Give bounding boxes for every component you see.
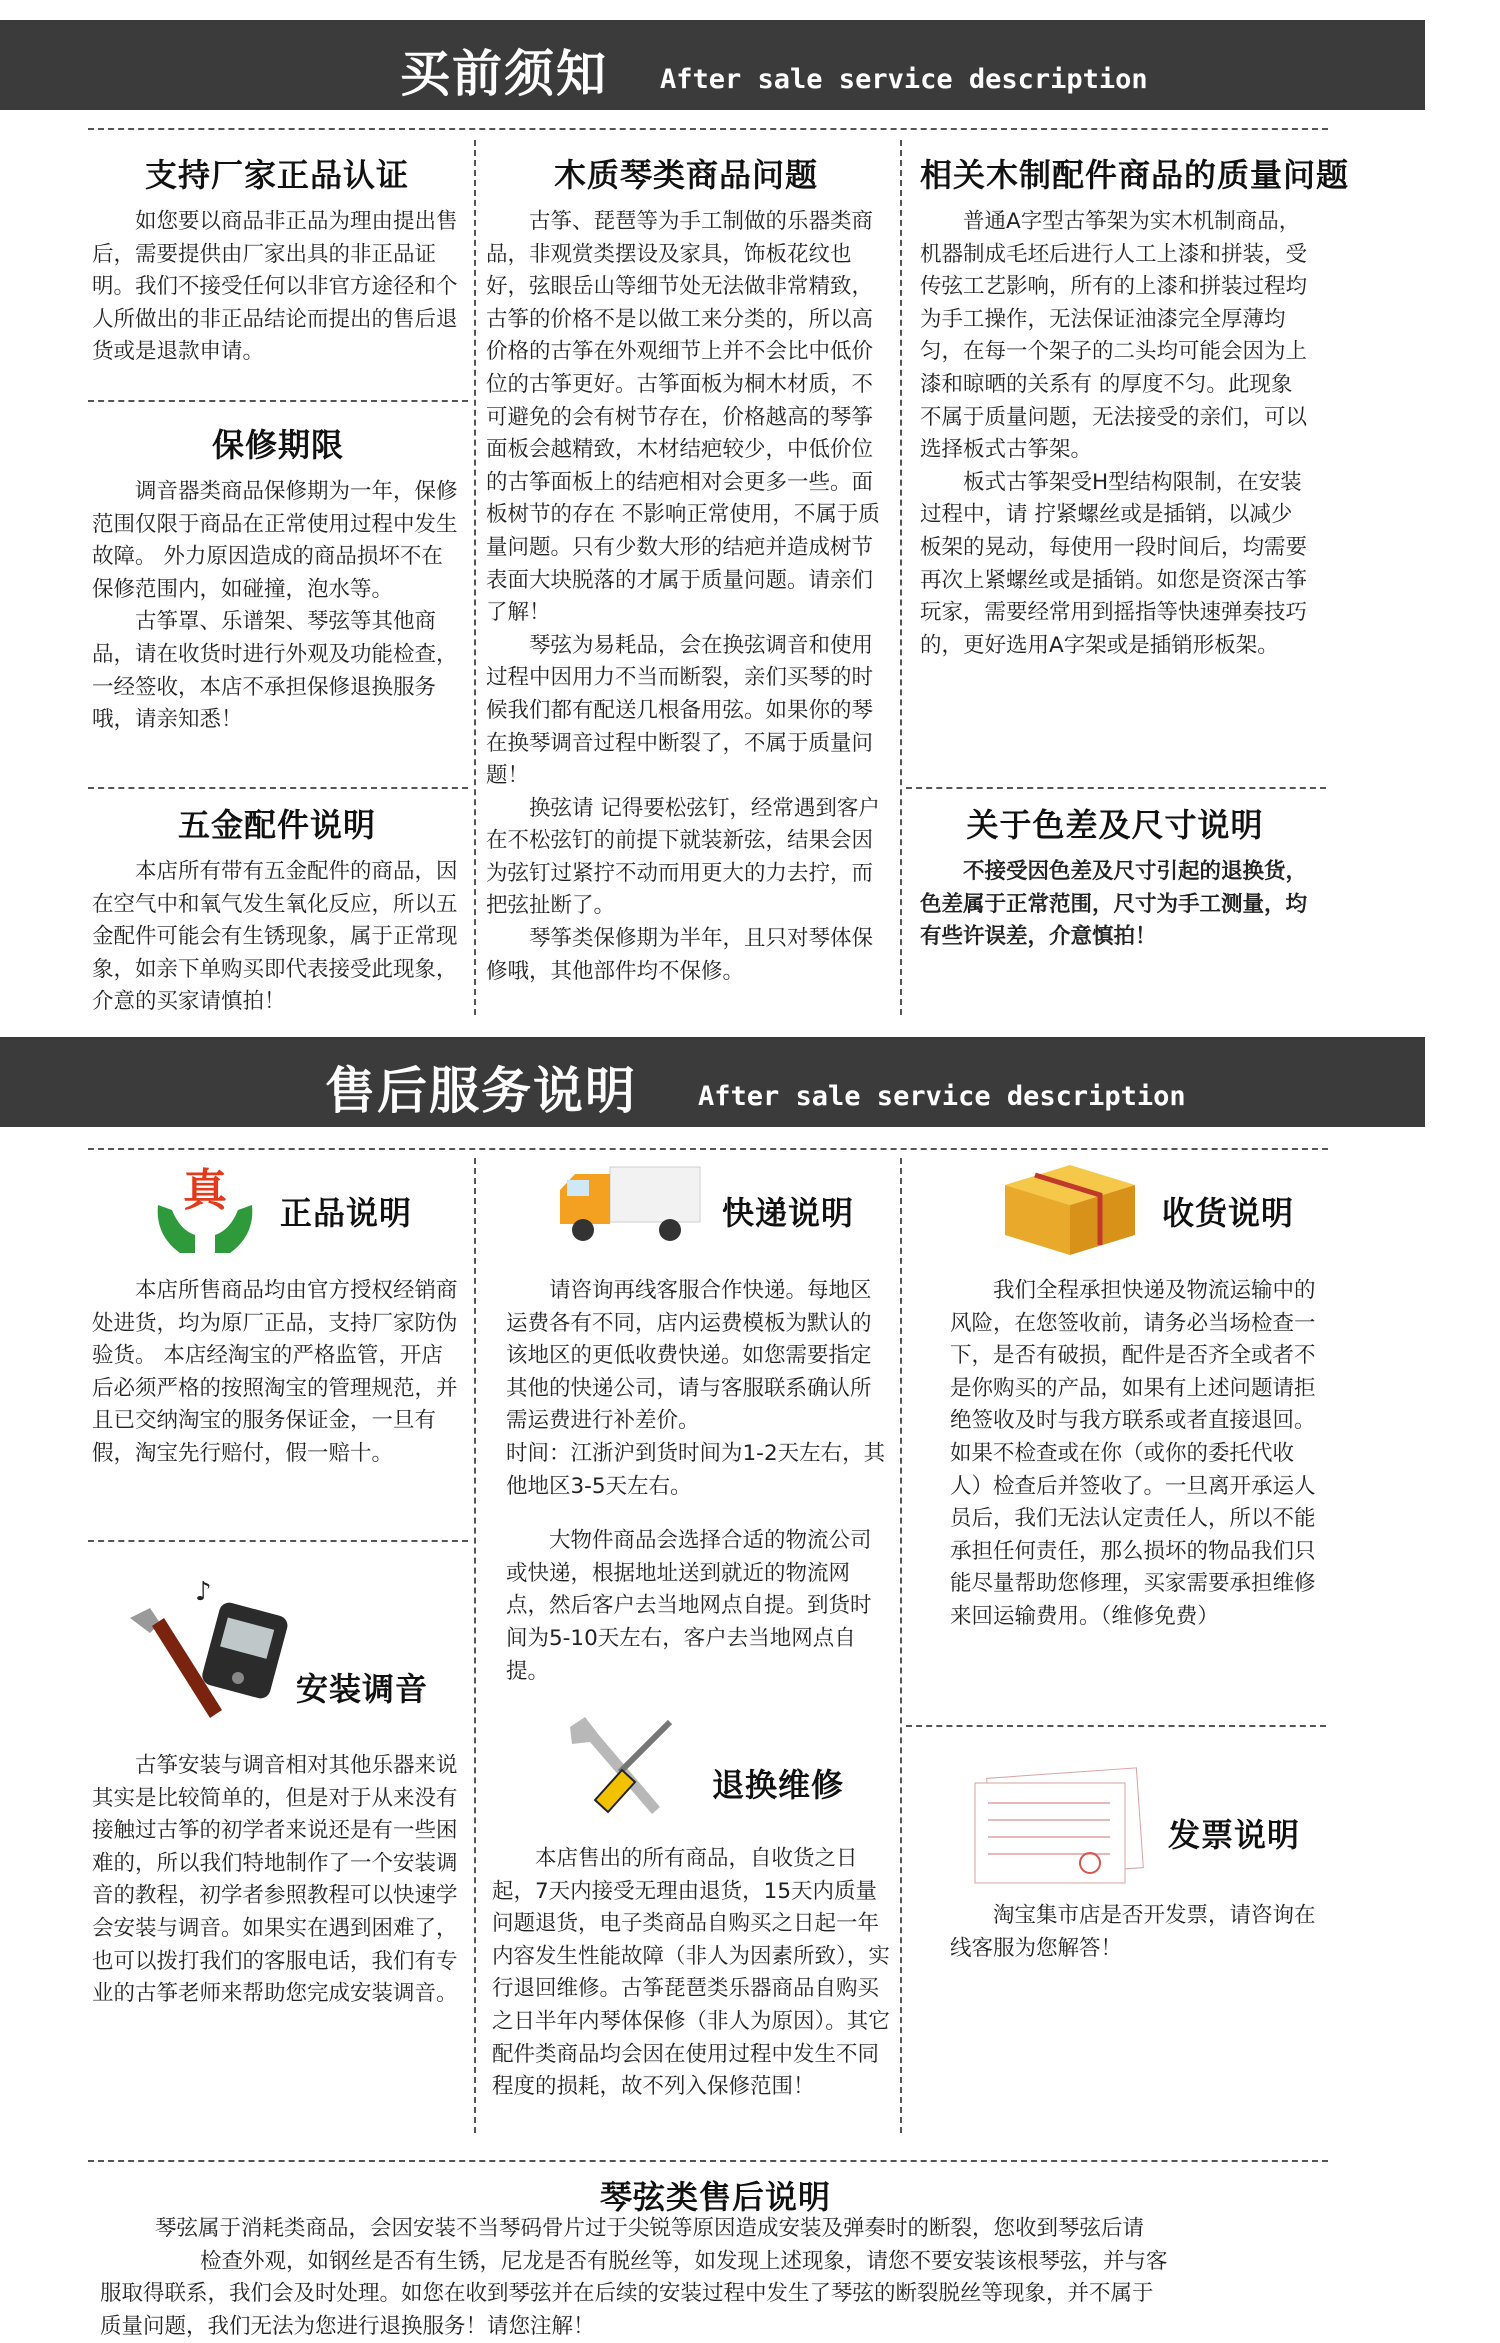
section-genuine-certification xyxy=(92,150,462,369)
section-text-install xyxy=(92,1750,462,2011)
section-text-strings xyxy=(100,2213,1400,2343)
divider xyxy=(88,1540,468,1542)
strings-line: 检查外观，如钢丝是否有生锈，尼龙是否有脱丝等，如发现上述现象，请您不要安装该根琴弦，并与客 xyxy=(200,2248,1168,2274)
divider xyxy=(474,140,476,1015)
section-text: 本店售出的所有商品，自收货之日起，7天内接受无理由退货，15天内质量问题退货，电子类商品自购买之日起一年内容发生性能故障（非人为因素所致），实行退回维修。古筝琵琶类乐器商品自购买之日半年内琴体保修（非人为原因）。其它配件类商品均会因在使用过程中发生不同程度的损耗，故不列入保修范围！ xyxy=(492,1846,890,2100)
section-title-receive: 收货说明 xyxy=(1162,1194,1295,1232)
divider xyxy=(906,1725,1326,1727)
section-text: 古筝安装与调音相对其他乐器来说其实是比较简单的，但是对于从来没有接触过古筝的初学者来说还是有一些困难的，所以我们特地制作了一个安装调音的教程，初学者参照教程可以快速学会安装与调音。如果实在遇到困难了，也可以拨打我们的客服电话，我们有专业的古筝老师来帮助您完成安装调音。 xyxy=(92,1753,458,2007)
section-text: 古筝罩、乐谱架、琴弦等其他商品，请在收货时进行外观及功能检查，一经签收，本店不承担保修退换服务哦，请亲知悉！ xyxy=(92,609,458,733)
section-text: 我们全程承担快递及物流运输中的风险，在您签收前，请务必当场检查一下，是否有破损，配件是否齐全或者不是你购买的产品，如果有上述问题请拒绝签收及时与我方联系或者直接退回。如果不检查或在你（或你的委托代收人）检查后并签收了。一旦离开承运人员后，我们无法认定责任人，所以不能承担任何责任，那么损坏的物品我们只能尽量帮助您修理，买家需要承担维修来回运输费用。（维修免费） xyxy=(950,1278,1316,1629)
section-text: 琴筝类保修期为半年，且只对琴体保修哦，其他部件均不保修。 xyxy=(486,926,874,984)
section-text: 换弦请 记得要松弦钉，经常遇到客户在不松弦钉的前提下就装新弦，结果会因为弦钉过紧拧不动而用更大的力去拧，而把弦扯断了。 xyxy=(486,795,880,919)
section-title-repair: 退换维修 xyxy=(712,1766,845,1804)
divider xyxy=(900,140,902,1015)
divider xyxy=(900,1158,902,2133)
strings-line: 琴弦属于消耗类商品，会因安装不当琴码骨片过于尖锐等原因造成安装及弹奏时的断裂，您收到琴弦后请 xyxy=(155,2216,1145,2241)
section-title-express: 快递说明 xyxy=(722,1194,855,1232)
divider xyxy=(906,787,1326,789)
banner-after-sale xyxy=(0,1037,1425,1127)
banner-pre-purchase-subtitle: After sale service description xyxy=(660,64,1148,95)
section-text: 古筝、琵琶等为手工制做的乐器类商品，非观赏类摆设及家具，饰板花纹也好，弦眼岳山等细节处无法做非常精致，古筝的价格不是以做工来分类的，所以高价格的古筝在外观细节上并不会比中低价位的古筝更好。古筝面板为桐木材质，不可避免的会有树节存在，价格越高的琴筝面板会越精致，木材结疤较少，中低价位的古筝面板上的结疤相对会更多一些。面板树节的存在 不影响正常使用，不属于质量问题。只有少数大形的结疤并造成树节表面大块脱落的才属于质量问题。请亲们了解！ xyxy=(486,209,880,626)
section-title: 木质琴类商品问题 xyxy=(553,156,818,194)
section-text: 时间：江浙沪到货时间为1-2天左右，其他地区3-5天左右。 xyxy=(506,1440,886,1499)
section-text: 普通A字型古筝架为实木机制商品，机器制成毛坯后进行人工上漆和拼装，受传弦工艺影响，所有的上漆和拼装过程均为手工操作，无法保证油漆完全厚薄均匀，在每一个架子的二头均可能会因为上漆和晾晒的关系有 的厚度不匀。此现象不属于质量问题，无法接受的亲们，可以选择板式古筝架。 xyxy=(920,209,1308,463)
invoice-documents-icon xyxy=(960,1768,1160,1888)
section-title: 关于色差及尺寸说明 xyxy=(966,806,1264,844)
divider xyxy=(474,1158,476,2133)
section-title: 保修期限 xyxy=(212,426,345,464)
section-text: 请咨询再线客服合作快递。每地区运费各有不同，店内运费模板为默认的该地区的更低收费快递。如您需要指定其他的快递公司，请与客服联系确认所需运费进行补差价。 xyxy=(506,1278,872,1434)
section-text: 如您要以商品非正品为理由提出售后，需要提供由厂家出具的非正品证明。我们不接受任何以非官方途径和个人所做出的非正品结论而提出的售后退货或是退款申请。 xyxy=(92,209,458,365)
section-text-genuine xyxy=(92,1275,462,1471)
section-title-invoice: 发票说明 xyxy=(1168,1816,1301,1854)
divider xyxy=(88,400,468,402)
section-text: 淘宝集市店是否开发票，请咨询在线客服为您解答！ xyxy=(950,1903,1316,1961)
section-text: 大物件商品会选择合适的物流公司或快递，根据地址送到就近的物流网点，然后客户去当地网点自提。到货时间为5-10天左右，客户去当地网点自提。 xyxy=(506,1528,872,1684)
divider xyxy=(88,1148,1328,1150)
banner-after-sale-title: 售后服务说明 xyxy=(325,1062,637,1120)
tuning-tools-icon xyxy=(120,1578,290,1728)
banner-pre-purchase-title: 买前须知 xyxy=(400,45,608,103)
package-box-icon xyxy=(1000,1160,1140,1260)
section-text-express xyxy=(506,1275,891,1688)
section-title-install: 安装调音 xyxy=(296,1670,429,1708)
section-title-strings: 琴弦类售后说明 xyxy=(600,2178,832,2216)
section-text-invoice xyxy=(950,1900,1325,1965)
section-text-repair xyxy=(492,1843,890,2104)
genuine-hands-icon xyxy=(150,1165,260,1260)
section-color-size xyxy=(920,800,1310,954)
section-wood-instrument xyxy=(486,150,886,988)
strings-line: 质量问题，我们无法为您进行退换服务！请您注解！ xyxy=(100,2313,595,2339)
section-text: 板式古筝架受H型结构限制，在安装过程中，请 拧紧螺丝或是插销，以减少板架的晃动，每使用一段时间后，均需要再次上紧螺丝或是插销。如您是资深古筝玩家，需要经常用到摇指等快速弹奏技巧的，更好选用A字架或是插销形板架。 xyxy=(920,469,1308,658)
section-text: 本店所售商品均由官方授权经销商处进货，均为原厂正品，支持厂家防伪验货。 本店经淘宝的严格监管，开店后必须严格的按照淘宝的管理规范，并且已交纳淘宝的服务保证金，一旦有假，淘宝先行赔付，假一赔十。 xyxy=(92,1278,458,1466)
section-text: 本店所有带有五金配件的商品，因在空气中和氧气发生氧化反应，所以五金配件可能会有生锈现象，属于正常现象，如亲下单购买即代表接受此现象，介意的买家请慎拍！ xyxy=(92,859,458,1015)
section-text: 琴弦为易耗品，会在换弦调音和使用过程中因用力不当而断裂，亲们买琴的时候我们都有配送几根备用弦。如果你的琴在换琴调音过程中断裂了，不属于质量问题！ xyxy=(486,632,874,789)
banner-pre-purchase xyxy=(0,20,1425,110)
banner-after-sale-subtitle: After sale service description xyxy=(698,1081,1186,1112)
section-text: 不接受因色差及尺寸引起的退换货，色差属于正常范围，尺寸为手工测量，均有些许误差，介意慎拍！ xyxy=(920,859,1308,950)
section-text-receive xyxy=(950,1275,1325,1634)
strings-line: 服取得联系，我们会及时处理。如您在收到琴弦并在后续的安装过程中发生了琴弦的断裂脱丝等现象，并不属于 xyxy=(100,2281,1154,2307)
section-wood-accessory xyxy=(920,150,1350,662)
delivery-truck-icon xyxy=(555,1162,705,1252)
section-title: 支持厂家正品认证 xyxy=(144,156,409,194)
wrench-screwdriver-icon xyxy=(560,1712,680,1822)
svg-text:♪: ♪ xyxy=(195,1577,212,1607)
section-title: 五金配件说明 xyxy=(177,806,376,844)
divider xyxy=(88,128,1328,130)
section-hardware xyxy=(92,800,462,1019)
genuine-char: 真 xyxy=(183,1165,227,1216)
section-title: 相关木制配件商品的质量问题 xyxy=(920,156,1350,194)
divider xyxy=(88,2160,1328,2162)
section-warranty xyxy=(92,420,462,737)
section-text: 调音器类商品保修期为一年，保修范围仅限于商品在正常使用过程中发生故障。 外力原因造成的商品损坏不在保修范围内，如碰撞，泡水等。 xyxy=(92,479,458,602)
section-title-genuine: 正品说明 xyxy=(280,1194,413,1232)
divider xyxy=(88,787,468,789)
